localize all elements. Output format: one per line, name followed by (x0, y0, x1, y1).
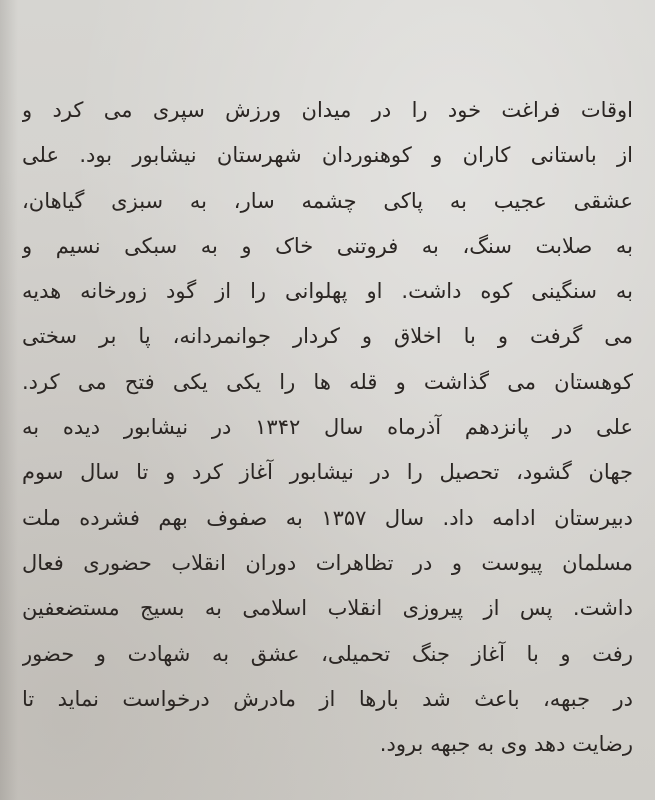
text-line: علی در پانزدهم آذرماه سال ۱۳۴۲ در نیشابور دیده به (22, 415, 633, 440)
text-line: جهان گشود، تحصیل را در نیشابور آغاز کرد و تا سال سوم (22, 460, 633, 485)
text-line: رفت و با آغاز جنگ تحمیلی، عشق به شهادت و حضور (22, 641, 633, 666)
body-text (22, 88, 633, 767)
text-line: دبیرستان ادامه داد. سال ۱۳۵۷ به صفوف بهم فشرده ملت (22, 505, 633, 530)
text-line: به سنگینی کوه داشت. او پهلوانی را از گود زورخانه هدیه (22, 279, 633, 304)
text-line: داشت. پس از پیروزی انقلاب اسلامی به بسیج مستضعفین (22, 596, 633, 621)
text-line: اوقات فراغت خود را در میدان ورزش سپری می کرد و (22, 98, 633, 122)
text-line: از باستانی کاران و کوهنوردان شهرستان نیشابور بود. علی (22, 143, 633, 168)
text-line: در جبهه، باعث شد بارها از مادرش درخواست نماید تا (22, 686, 633, 711)
text-line: مسلمان پیوست و در تظاهرات دوران انقلاب حضوری فعال (22, 550, 633, 575)
text-line: به صلابت سنگ، به فروتنی خاک و به سبکی نسیم و (22, 233, 633, 258)
text-line-last: رضایت دهد وی به جبهه برود. (379, 732, 633, 757)
text-line: کوهستان می گذاشت و قله ها را یکی یکی فتح می کرد. (22, 369, 633, 394)
text-line: عشقی عجیب به پاکی چشمه سار، به سبزی گیاهان، (22, 188, 633, 213)
text-line: می گرفت و با اخلاق و کردار جوانمردانه، پا بر سختی (22, 324, 633, 349)
